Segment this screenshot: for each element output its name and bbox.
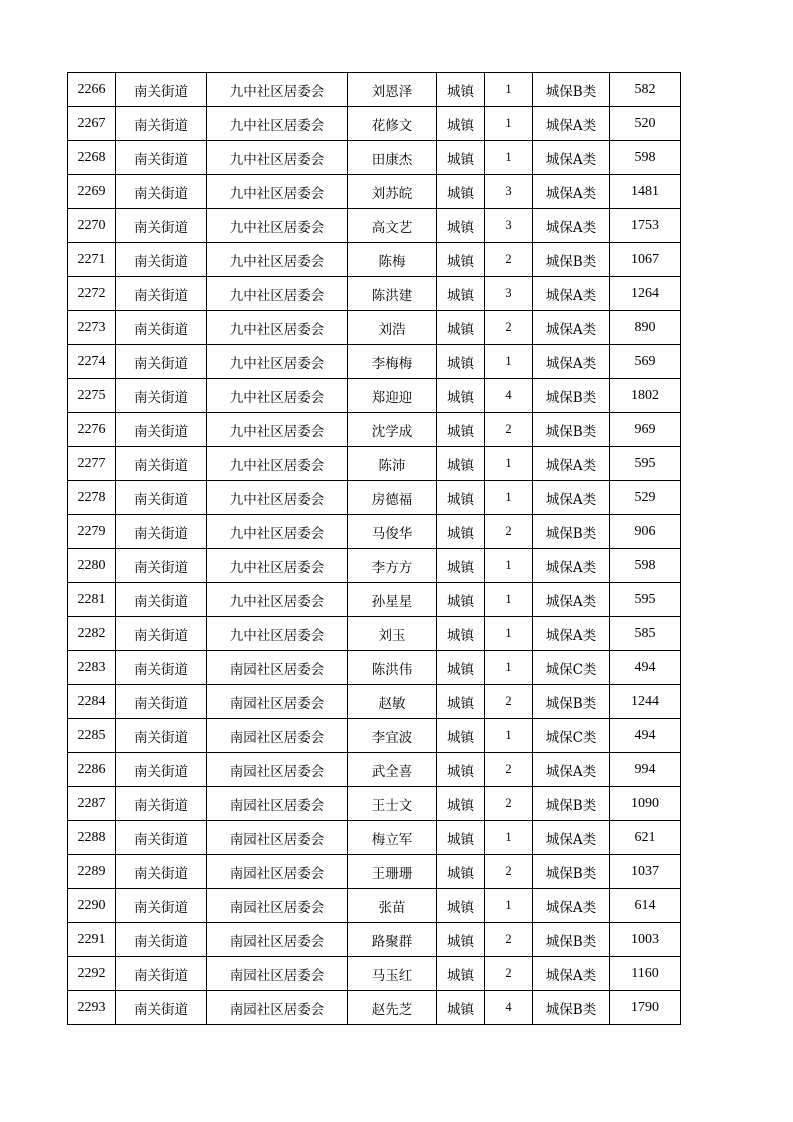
area-type-cell: 城镇: [437, 141, 485, 175]
category-cell: 城保B类: [533, 73, 610, 107]
street-cell: 南关街道: [116, 175, 207, 209]
area-type-cell: 城镇: [437, 855, 485, 889]
area-type-cell: 城镇: [437, 889, 485, 923]
category-cell: 城保B类: [533, 515, 610, 549]
community-cell: 南园社区居委会: [207, 753, 348, 787]
category-cell: 城保A类: [533, 889, 610, 923]
name-cell: 马玉红: [348, 957, 437, 991]
community-cell: 南园社区居委会: [207, 651, 348, 685]
community-cell: 九中社区居委会: [207, 549, 348, 583]
street-cell: 南关街道: [116, 753, 207, 787]
table-row: [68, 685, 681, 719]
street-cell: 南关街道: [116, 991, 207, 1025]
category-cell: 城保C类: [533, 719, 610, 753]
serial-number-cell: 2287: [68, 787, 116, 821]
amount-cell: 621: [610, 821, 681, 855]
table-row: [68, 243, 681, 277]
category-cell: 城保A类: [533, 209, 610, 243]
amount-cell: 890: [610, 311, 681, 345]
household-count-cell: 1: [485, 889, 533, 923]
table-row: [68, 447, 681, 481]
table-row: [68, 651, 681, 685]
amount-cell: 585: [610, 617, 681, 651]
serial-number-cell: 2281: [68, 583, 116, 617]
serial-number-cell: 2280: [68, 549, 116, 583]
category-cell: 城保A类: [533, 175, 610, 209]
name-cell: 陈洪伟: [348, 651, 437, 685]
amount-cell: 520: [610, 107, 681, 141]
street-cell: 南关街道: [116, 311, 207, 345]
name-cell: 陈沛: [348, 447, 437, 481]
area-type-cell: 城镇: [437, 617, 485, 651]
household-count-cell: 1: [485, 719, 533, 753]
area-type-cell: 城镇: [437, 107, 485, 141]
area-type-cell: 城镇: [437, 447, 485, 481]
category-cell: 城保B类: [533, 991, 610, 1025]
serial-number-cell: 2282: [68, 617, 116, 651]
table-row: [68, 617, 681, 651]
category-cell: 城保A类: [533, 277, 610, 311]
household-count-cell: 1: [485, 141, 533, 175]
category-cell: 城保C类: [533, 651, 610, 685]
name-cell: 刘恩泽: [348, 73, 437, 107]
table-row: [68, 73, 681, 107]
household-count-cell: 1: [485, 583, 533, 617]
serial-number-cell: 2290: [68, 889, 116, 923]
community-cell: 九中社区居委会: [207, 481, 348, 515]
area-type-cell: 城镇: [437, 209, 485, 243]
amount-cell: 569: [610, 345, 681, 379]
area-type-cell: 城镇: [437, 175, 485, 209]
serial-number-cell: 2285: [68, 719, 116, 753]
community-cell: 九中社区居委会: [207, 583, 348, 617]
household-count-cell: 1: [485, 617, 533, 651]
category-cell: 城保A类: [533, 107, 610, 141]
community-cell: 九中社区居委会: [207, 345, 348, 379]
area-type-cell: 城镇: [437, 821, 485, 855]
community-cell: 九中社区居委会: [207, 413, 348, 447]
category-cell: 城保A类: [533, 447, 610, 481]
table-row: [68, 311, 681, 345]
street-cell: 南关街道: [116, 889, 207, 923]
household-count-cell: 2: [485, 753, 533, 787]
area-type-cell: 城镇: [437, 73, 485, 107]
amount-cell: 494: [610, 651, 681, 685]
name-cell: 赵敏: [348, 685, 437, 719]
amount-cell: 1067: [610, 243, 681, 277]
household-count-cell: 4: [485, 379, 533, 413]
community-cell: 九中社区居委会: [207, 107, 348, 141]
category-cell: 城保B类: [533, 855, 610, 889]
household-count-cell: 2: [485, 787, 533, 821]
community-cell: 九中社区居委会: [207, 277, 348, 311]
table-row: [68, 379, 681, 413]
table-row: [68, 277, 681, 311]
area-type-cell: 城镇: [437, 243, 485, 277]
amount-cell: 1160: [610, 957, 681, 991]
community-cell: 南园社区居委会: [207, 855, 348, 889]
area-type-cell: 城镇: [437, 787, 485, 821]
table-row: [68, 141, 681, 175]
name-cell: 刘苏皖: [348, 175, 437, 209]
area-type-cell: 城镇: [437, 753, 485, 787]
table-row: [68, 583, 681, 617]
table-row: [68, 413, 681, 447]
street-cell: 南关街道: [116, 447, 207, 481]
table-row: [68, 957, 681, 991]
category-cell: 城保A类: [533, 617, 610, 651]
table-row: [68, 753, 681, 787]
community-cell: 南园社区居委会: [207, 787, 348, 821]
street-cell: 南关街道: [116, 685, 207, 719]
area-type-cell: 城镇: [437, 685, 485, 719]
community-cell: 九中社区居委会: [207, 209, 348, 243]
area-type-cell: 城镇: [437, 481, 485, 515]
table-row: [68, 855, 681, 889]
area-type-cell: 城镇: [437, 345, 485, 379]
name-cell: 王珊珊: [348, 855, 437, 889]
amount-cell: 1802: [610, 379, 681, 413]
household-count-cell: 3: [485, 209, 533, 243]
serial-number-cell: 2293: [68, 991, 116, 1025]
category-cell: 城保B类: [533, 413, 610, 447]
name-cell: 路聚群: [348, 923, 437, 957]
area-type-cell: 城镇: [437, 549, 485, 583]
amount-cell: 494: [610, 719, 681, 753]
household-count-cell: 1: [485, 73, 533, 107]
community-cell: 九中社区居委会: [207, 379, 348, 413]
street-cell: 南关街道: [116, 141, 207, 175]
street-cell: 南关街道: [116, 379, 207, 413]
serial-number-cell: 2269: [68, 175, 116, 209]
household-count-cell: 2: [485, 413, 533, 447]
category-cell: 城保A类: [533, 141, 610, 175]
area-type-cell: 城镇: [437, 957, 485, 991]
name-cell: 张苗: [348, 889, 437, 923]
name-cell: 武全喜: [348, 753, 437, 787]
household-count-cell: 3: [485, 175, 533, 209]
amount-cell: 994: [610, 753, 681, 787]
category-cell: 城保A类: [533, 549, 610, 583]
area-type-cell: 城镇: [437, 991, 485, 1025]
amount-cell: 598: [610, 141, 681, 175]
name-cell: 李宜波: [348, 719, 437, 753]
community-cell: 九中社区居委会: [207, 243, 348, 277]
serial-number-cell: 2268: [68, 141, 116, 175]
street-cell: 南关街道: [116, 481, 207, 515]
amount-cell: 529: [610, 481, 681, 515]
area-type-cell: 城镇: [437, 277, 485, 311]
street-cell: 南关街道: [116, 617, 207, 651]
serial-number-cell: 2276: [68, 413, 116, 447]
household-count-cell: 1: [485, 481, 533, 515]
street-cell: 南关街道: [116, 787, 207, 821]
serial-number-cell: 2278: [68, 481, 116, 515]
area-type-cell: 城镇: [437, 311, 485, 345]
street-cell: 南关街道: [116, 345, 207, 379]
street-cell: 南关街道: [116, 277, 207, 311]
table-row: [68, 107, 681, 141]
community-cell: 九中社区居委会: [207, 73, 348, 107]
community-cell: 九中社区居委会: [207, 175, 348, 209]
name-cell: 李梅梅: [348, 345, 437, 379]
name-cell: 沈学成: [348, 413, 437, 447]
household-count-cell: 1: [485, 651, 533, 685]
household-count-cell: 1: [485, 549, 533, 583]
serial-number-cell: 2286: [68, 753, 116, 787]
household-count-cell: 3: [485, 277, 533, 311]
community-cell: 南园社区居委会: [207, 685, 348, 719]
name-cell: 王士文: [348, 787, 437, 821]
name-cell: 房德福: [348, 481, 437, 515]
name-cell: 陈洪建: [348, 277, 437, 311]
table-row: [68, 889, 681, 923]
household-count-cell: 2: [485, 515, 533, 549]
amount-cell: 1481: [610, 175, 681, 209]
table-row: [68, 923, 681, 957]
table-row: [68, 209, 681, 243]
category-cell: 城保A类: [533, 481, 610, 515]
community-cell: 九中社区居委会: [207, 141, 348, 175]
name-cell: 赵先芝: [348, 991, 437, 1025]
household-count-cell: 2: [485, 685, 533, 719]
amount-cell: 1790: [610, 991, 681, 1025]
category-cell: 城保B类: [533, 243, 610, 277]
name-cell: 高文艺: [348, 209, 437, 243]
street-cell: 南关街道: [116, 209, 207, 243]
serial-number-cell: 2284: [68, 685, 116, 719]
serial-number-cell: 2291: [68, 923, 116, 957]
category-cell: 城保B类: [533, 787, 610, 821]
serial-number-cell: 2292: [68, 957, 116, 991]
community-cell: 南园社区居委会: [207, 889, 348, 923]
street-cell: 南关街道: [116, 719, 207, 753]
name-cell: 李方方: [348, 549, 437, 583]
amount-cell: 1037: [610, 855, 681, 889]
serial-number-cell: 2267: [68, 107, 116, 141]
street-cell: 南关街道: [116, 549, 207, 583]
area-type-cell: 城镇: [437, 651, 485, 685]
name-cell: 花修文: [348, 107, 437, 141]
household-count-cell: 2: [485, 855, 533, 889]
category-cell: 城保A类: [533, 957, 610, 991]
table-row: [68, 719, 681, 753]
name-cell: 马俊华: [348, 515, 437, 549]
amount-cell: 598: [610, 549, 681, 583]
name-cell: 梅立军: [348, 821, 437, 855]
category-cell: 城保A类: [533, 821, 610, 855]
amount-cell: 1003: [610, 923, 681, 957]
household-count-cell: 2: [485, 957, 533, 991]
household-count-cell: 2: [485, 243, 533, 277]
category-cell: 城保A类: [533, 753, 610, 787]
table-row: [68, 991, 681, 1025]
area-type-cell: 城镇: [437, 379, 485, 413]
street-cell: 南关街道: [116, 957, 207, 991]
category-cell: 城保A类: [533, 311, 610, 345]
amount-cell: 906: [610, 515, 681, 549]
name-cell: 郑迎迎: [348, 379, 437, 413]
amount-cell: 1264: [610, 277, 681, 311]
area-type-cell: 城镇: [437, 719, 485, 753]
name-cell: 孙星星: [348, 583, 437, 617]
serial-number-cell: 2277: [68, 447, 116, 481]
household-count-cell: 1: [485, 447, 533, 481]
household-count-cell: 1: [485, 107, 533, 141]
street-cell: 南关街道: [116, 923, 207, 957]
street-cell: 南关街道: [116, 855, 207, 889]
serial-number-cell: 2273: [68, 311, 116, 345]
relief-recipient-table: [67, 72, 681, 1025]
amount-cell: 595: [610, 447, 681, 481]
serial-number-cell: 2271: [68, 243, 116, 277]
community-cell: 九中社区居委会: [207, 447, 348, 481]
name-cell: 刘浩: [348, 311, 437, 345]
community-cell: 南园社区居委会: [207, 719, 348, 753]
amount-cell: 1090: [610, 787, 681, 821]
street-cell: 南关街道: [116, 821, 207, 855]
category-cell: 城保B类: [533, 379, 610, 413]
table-row: [68, 345, 681, 379]
household-count-cell: 1: [485, 821, 533, 855]
name-cell: 刘玉: [348, 617, 437, 651]
community-cell: 九中社区居委会: [207, 311, 348, 345]
category-cell: 城保A类: [533, 583, 610, 617]
area-type-cell: 城镇: [437, 413, 485, 447]
household-count-cell: 2: [485, 923, 533, 957]
serial-number-cell: 2283: [68, 651, 116, 685]
serial-number-cell: 2275: [68, 379, 116, 413]
serial-number-cell: 2266: [68, 73, 116, 107]
household-count-cell: 1: [485, 345, 533, 379]
serial-number-cell: 2274: [68, 345, 116, 379]
table-row: [68, 515, 681, 549]
amount-cell: 1244: [610, 685, 681, 719]
amount-cell: 969: [610, 413, 681, 447]
street-cell: 南关街道: [116, 413, 207, 447]
street-cell: 南关街道: [116, 107, 207, 141]
serial-number-cell: 2272: [68, 277, 116, 311]
community-cell: 南园社区居委会: [207, 957, 348, 991]
table-row: [68, 821, 681, 855]
community-cell: 南园社区居委会: [207, 923, 348, 957]
category-cell: 城保B类: [533, 923, 610, 957]
category-cell: 城保B类: [533, 685, 610, 719]
area-type-cell: 城镇: [437, 515, 485, 549]
community-cell: 南园社区居委会: [207, 821, 348, 855]
table-row: [68, 787, 681, 821]
community-cell: 九中社区居委会: [207, 515, 348, 549]
amount-cell: 1753: [610, 209, 681, 243]
street-cell: 南关街道: [116, 243, 207, 277]
serial-number-cell: 2289: [68, 855, 116, 889]
street-cell: 南关街道: [116, 515, 207, 549]
street-cell: 南关街道: [116, 583, 207, 617]
household-count-cell: 2: [485, 311, 533, 345]
area-type-cell: 城镇: [437, 583, 485, 617]
serial-number-cell: 2279: [68, 515, 116, 549]
amount-cell: 595: [610, 583, 681, 617]
area-type-cell: 城镇: [437, 923, 485, 957]
serial-number-cell: 2270: [68, 209, 116, 243]
table-row: [68, 549, 681, 583]
document-page: [67, 72, 680, 1025]
community-cell: 南园社区居委会: [207, 991, 348, 1025]
street-cell: 南关街道: [116, 73, 207, 107]
household-count-cell: 4: [485, 991, 533, 1025]
name-cell: 田康杰: [348, 141, 437, 175]
amount-cell: 582: [610, 73, 681, 107]
street-cell: 南关街道: [116, 651, 207, 685]
table-row: [68, 175, 681, 209]
table-body: [68, 73, 681, 1025]
amount-cell: 614: [610, 889, 681, 923]
serial-number-cell: 2288: [68, 821, 116, 855]
name-cell: 陈梅: [348, 243, 437, 277]
community-cell: 九中社区居委会: [207, 617, 348, 651]
table-row: [68, 481, 681, 515]
category-cell: 城保A类: [533, 345, 610, 379]
